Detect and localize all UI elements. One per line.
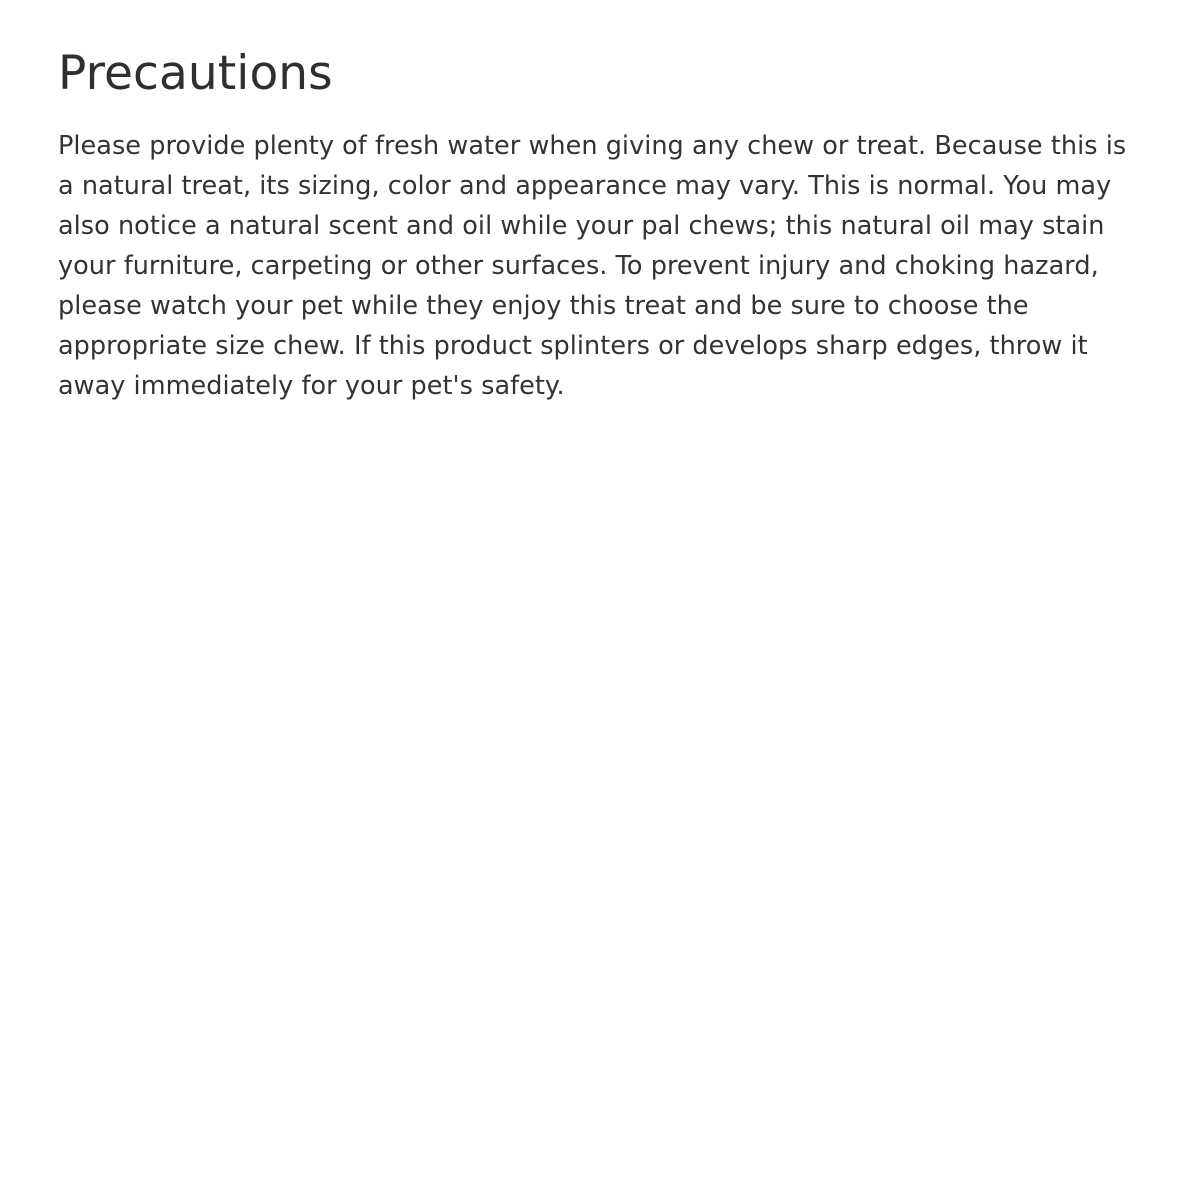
precautions-paragraph: Please provide plenty of fresh water when giving any chew or treat. Because this is a natural treat, its sizing, color and appearance may vary. This is normal. You may also notice a natural scent and oil while your pal chews; this natural oil may stain your furniture, carpeting or other surfaces. To prevent injury and choking hazard, please watch your pet while they enjoy this treat and be sure to choose the appropriate size chew. If this product splinters or develops sharp edges, throw it away immediately for your pet's safety.	[58, 130, 1127, 401]
page-title: Precautions	[58, 46, 333, 101]
